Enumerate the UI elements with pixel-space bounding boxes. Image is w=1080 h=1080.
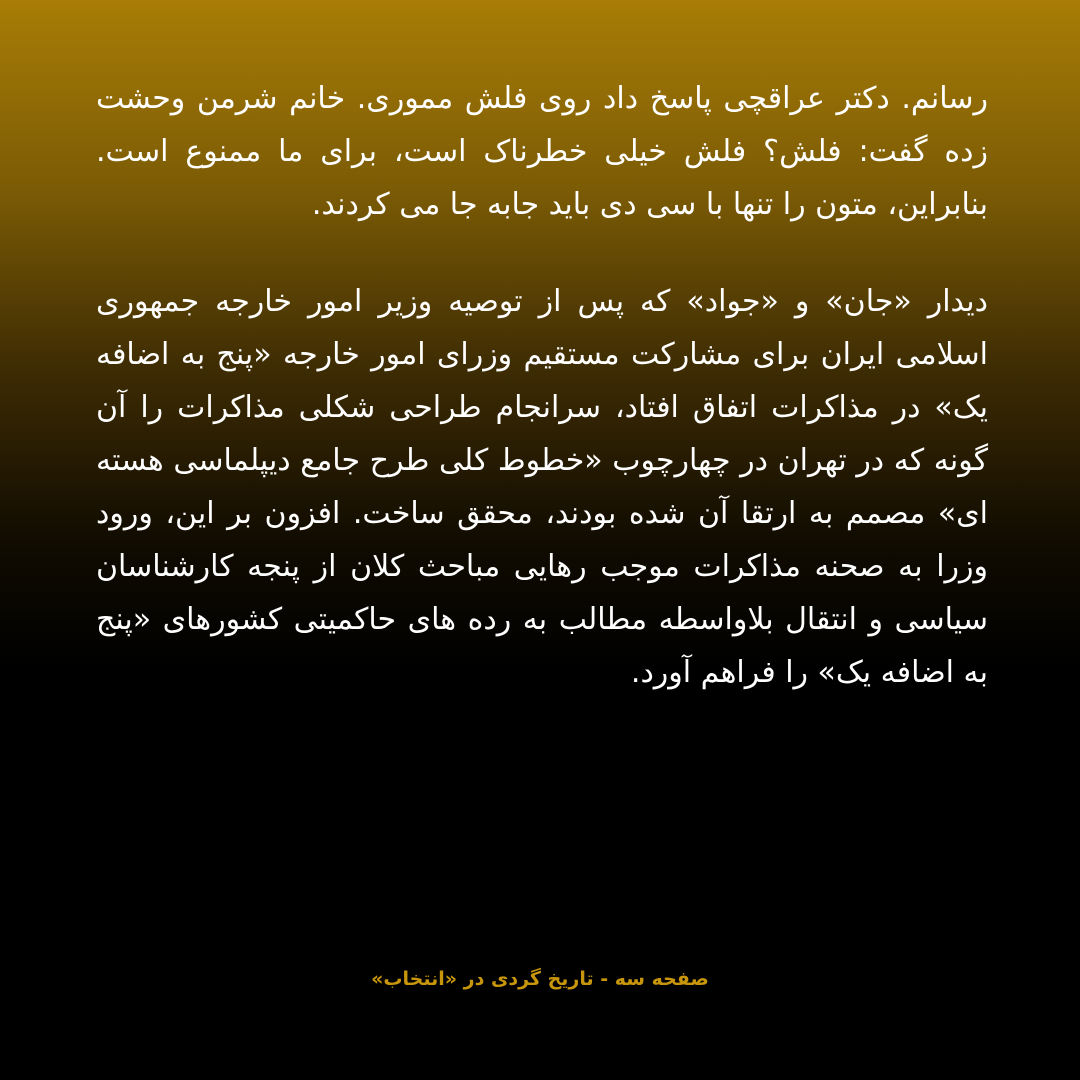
article-body — [96, 72, 988, 699]
paragraph-2: دیدار «جان» و «جواد» که پس از توصیه وزیر امور خارجه جمهوری اسلامی ایران برای مشارکت مستقیم وزرای امور خارجه «پنج به اضافه یک» در مذاکرات اتفاق افتاد، سرانجام طراحی شکلی مذاکرات را آن گونه که در تهران در چهارچوب «خطوط کلی طرح جامع دیپلماسی هسته ای» مصمم به ارتقا آن شده بودند، محقق ساخت. افزون بر این، ورود وزرا به صحنه مذاکرات موجب رهایی مباحث کلان از پنجه کارشناسان سیاسی و انتقال بلاواسطه مطالب به رده های حاکمیتی کشورهای «پنج به اضافه یک» را فراهم آورد. — [96, 284, 988, 690]
paragraph-1: رسانم. دکتر عراقچی پاسخ داد روی فلش مموری. خانم شرمن وحشت زده گفت: فلش؟ فلش خیلی خطرناک است، برای ما ممنوع است. بنابراین، متون را تنها با سی دی باید جابه جا می کردند. — [96, 81, 988, 222]
footer-caption: صفحه سه - تاریخ گردی در «انتخاب» — [371, 968, 709, 990]
